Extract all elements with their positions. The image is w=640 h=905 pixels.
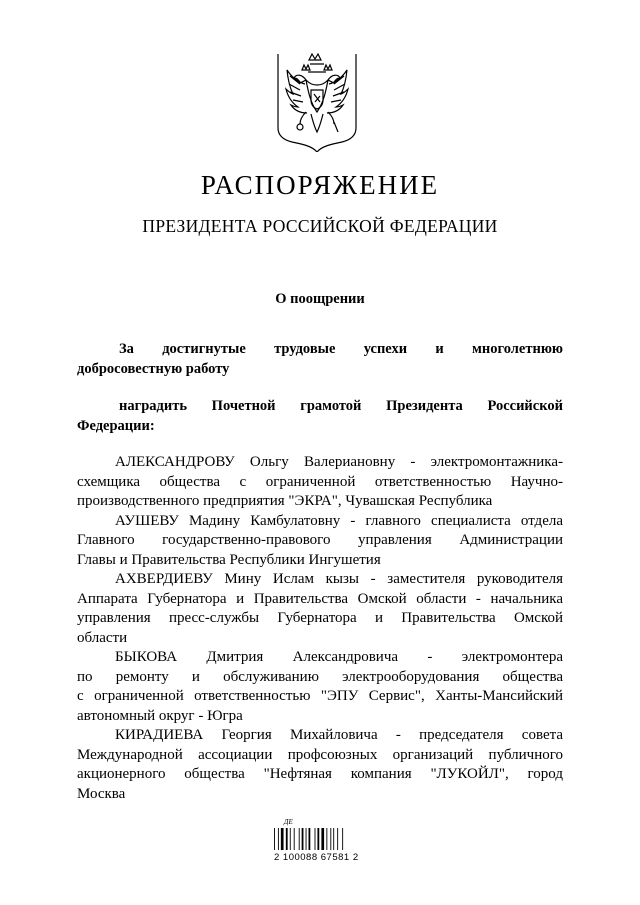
document-title: РАСПОРЯЖЕНИЕ (200, 170, 440, 200)
preamble-line: добросовестную работу (77, 361, 230, 377)
awardee-line: АУШЕВУ Мадину Камбулатовну - главного специалиста отдела (115, 512, 563, 529)
awardee-line: области (77, 629, 128, 646)
awardees-list (77, 453, 563, 804)
awardee-item (77, 570, 563, 648)
awardee-line: Главного государственно-правового управления Администрации (77, 532, 563, 548)
preamble-line: За достигнутые трудовые успехи и многолетнюю (119, 341, 563, 357)
awardee-line: Главы и Правительства Республики Ингушетия (77, 551, 381, 568)
awardee-item (77, 453, 563, 512)
coat-of-arms-icon (276, 50, 358, 152)
document-issuer: ПРЕЗИДЕНТА РОССИЙСКОЙ ФЕДЕРАЦИИ (142, 216, 498, 236)
awardee-line: с ограниченной ответственностью "ЭПУ Сервис", Ханты-Мансийский (77, 688, 563, 704)
decision-line: Федерации: (77, 418, 155, 434)
awardee-line: БЫКОВА Дмитрия Александровича - электромонтера (115, 649, 563, 665)
barcode-icon (270, 818, 362, 884)
awardee-item (77, 512, 563, 571)
awardee-line: акционерного общества "Нефтяная компания "ЛУКОЙЛ", город (77, 766, 563, 782)
preamble-paragraph (77, 339, 563, 379)
awardee-line: АЛЕКСАНДРОВУ Ольгу Валериановну - электромонтажника- (115, 454, 563, 470)
awardee-line: производственного предприятия "ЭКРА", Чувашская Республика (77, 493, 493, 509)
awardee-line: автономный округ - Югра (77, 707, 243, 724)
barcode-mark: ДЕ (284, 818, 293, 826)
awardee-line: по ремонту и обслуживанию электрооборудования общества (77, 668, 563, 685)
awardee-line: Москва (77, 785, 126, 802)
decision-paragraph (77, 396, 563, 436)
awardee-item (77, 726, 563, 804)
awardee-line: КИРАДИЕВА Георгия Михайловича - председателя совета (115, 727, 563, 743)
awardee-line: управления пресс-службы Губернатора и Правительства Омской (77, 610, 563, 626)
awardee-line: Аппарата Губернатора и Правительства Омской области - начальника (77, 590, 563, 607)
document-subject: О поощрении (275, 291, 365, 307)
decision-line: наградить Почетной грамотой Президента Российской (119, 398, 563, 414)
barcode-number: 2 100088 67581 2 (274, 852, 359, 863)
awardee-line: Международной ассоциации профсоюзных организаций публичного (77, 746, 563, 763)
awardee-line: АХВЕРДИЕВУ Мину Ислам кызы - заместителя руководителя (115, 571, 563, 587)
awardee-line: схемщика общества с ограниченной ответственностью Научно- (77, 473, 563, 490)
awardee-item (77, 648, 563, 726)
